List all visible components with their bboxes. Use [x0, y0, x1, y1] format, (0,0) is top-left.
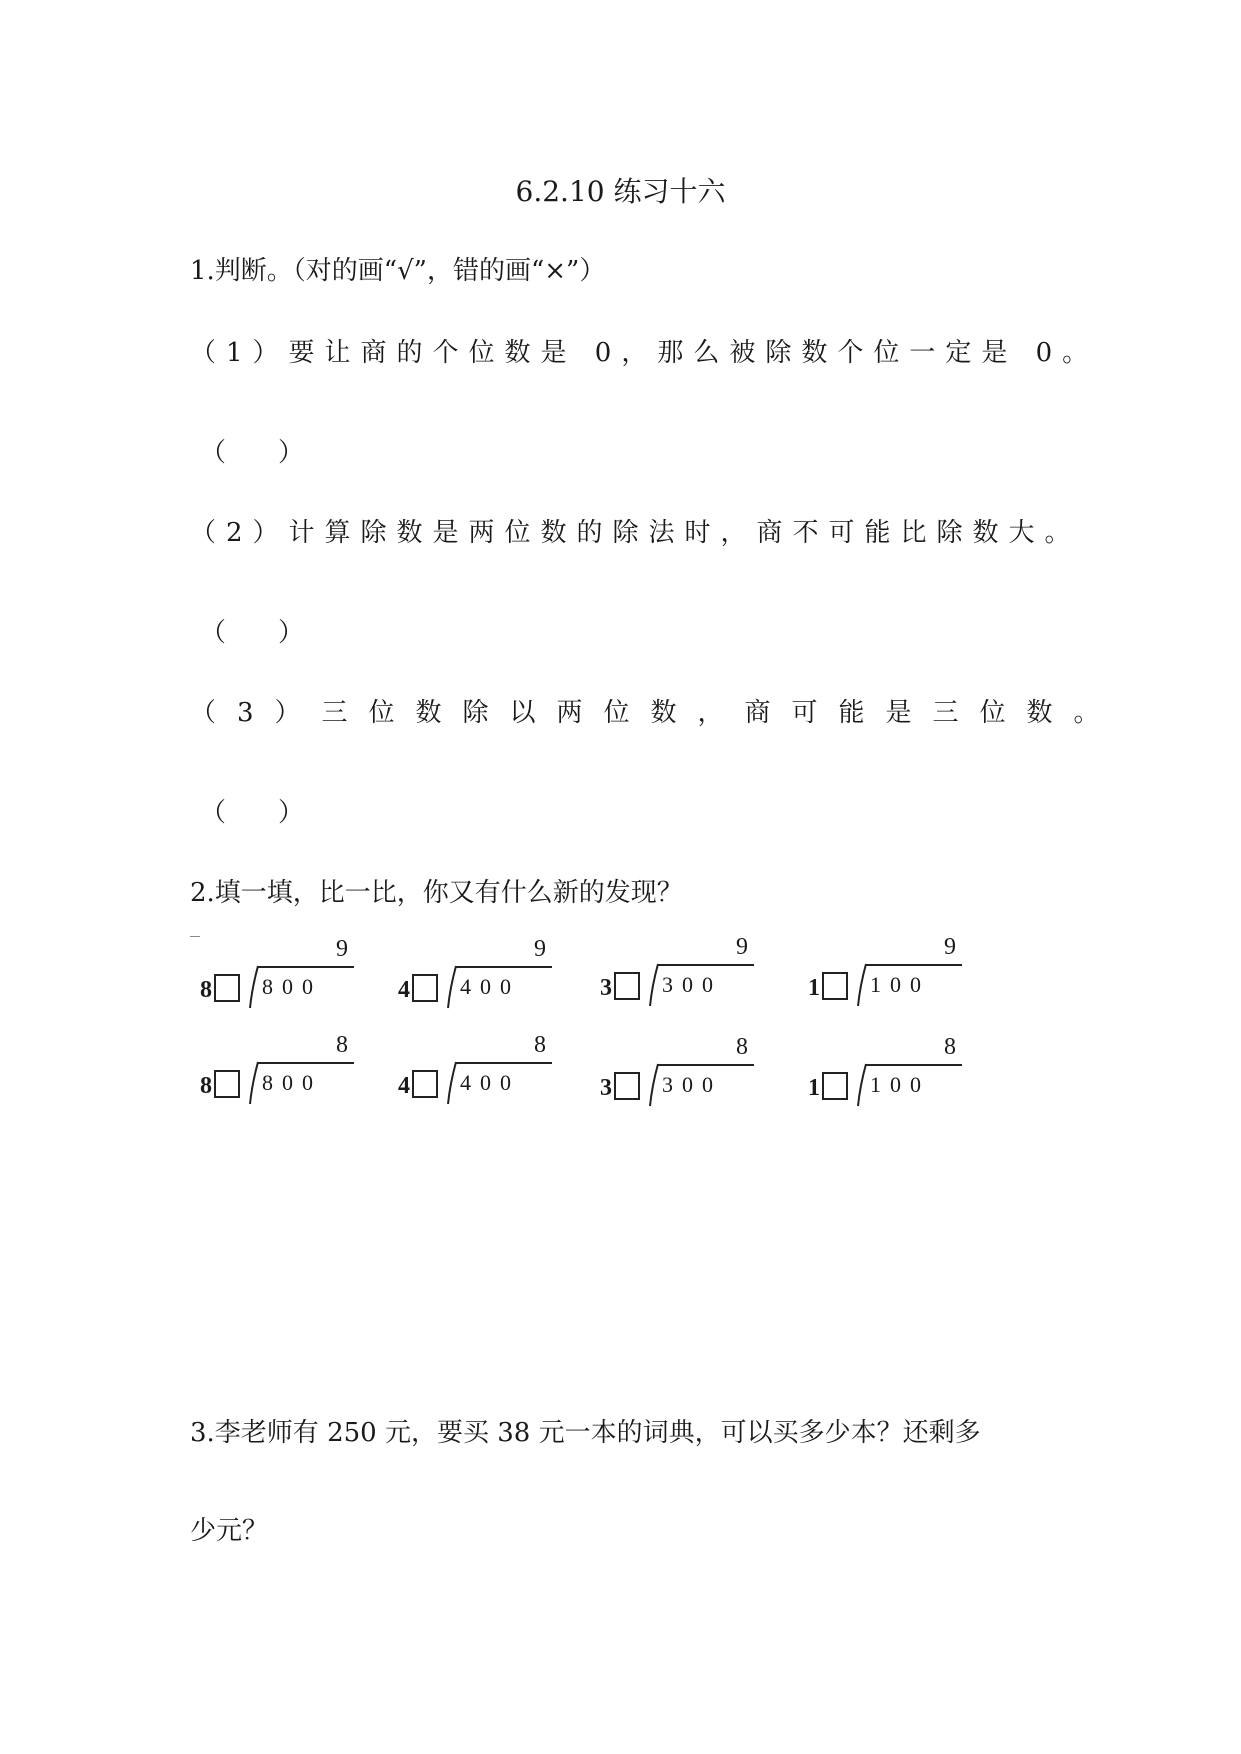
long-division-bracket	[856, 1062, 870, 1108]
digit-box[interactable]	[214, 974, 240, 1002]
digit-box[interactable]	[214, 1070, 240, 1098]
page-title: 6.2.10 练习十六	[515, 175, 726, 208]
division-bar	[865, 964, 962, 966]
digit-box[interactable]	[822, 972, 848, 1000]
q1-answer-blank-1[interactable]	[200, 432, 304, 469]
quotient: 8	[336, 1032, 348, 1058]
divisor: 4	[398, 974, 438, 1004]
long-division-bracket	[856, 962, 870, 1008]
divisor: 1	[808, 972, 848, 1002]
divider-mark	[190, 936, 200, 937]
dividend: 400	[460, 974, 520, 999]
digit-box[interactable]	[822, 1072, 848, 1100]
division-bar	[657, 964, 754, 966]
division-bar	[257, 1062, 354, 1064]
division-bar	[455, 966, 552, 968]
quotient: 9	[534, 936, 546, 962]
division-bar	[865, 1064, 962, 1066]
quotient: 8	[736, 1034, 748, 1060]
answer-blank-text: （ ）	[200, 438, 305, 468]
divisor: 3	[600, 972, 640, 1002]
long-division-bracket	[648, 962, 662, 1008]
division-grid	[200, 934, 980, 1124]
digit-box[interactable]	[614, 1072, 640, 1100]
dividend: 100	[870, 972, 930, 997]
q1-answer-blank-2[interactable]	[200, 612, 304, 649]
division-bar	[455, 1062, 552, 1064]
divisor: 1	[808, 1072, 848, 1102]
division-bar	[257, 966, 354, 968]
long-division-bracket	[446, 964, 460, 1010]
dividend: 800	[262, 974, 322, 999]
division-problem	[200, 936, 360, 1014]
q1-answer-blank-3[interactable]	[200, 792, 304, 829]
dividend: 300	[662, 972, 722, 997]
divisor: 4	[398, 1070, 438, 1100]
answer-blank-text: （ ）	[200, 618, 305, 648]
division-problem	[200, 1032, 360, 1110]
quotient: 9	[736, 934, 748, 960]
long-division-bracket	[446, 1060, 460, 1106]
divisor: 8	[200, 974, 240, 1004]
division-problem	[398, 1032, 558, 1110]
quotient: 9	[336, 936, 348, 962]
long-division-bracket	[248, 964, 262, 1010]
division-problem	[600, 934, 760, 1012]
quotient: 8	[534, 1032, 546, 1058]
digit-box[interactable]	[614, 972, 640, 1000]
division-problem	[600, 1034, 760, 1112]
q3-text-line-2: 少元？	[190, 1516, 269, 1546]
division-problem	[398, 936, 558, 1014]
division-bar	[657, 1064, 754, 1066]
q1-item-3: （3）三位数除以两位数，商可能是三位数。	[190, 698, 1121, 728]
answer-blank-text: （ ）	[200, 798, 305, 828]
long-division-bracket	[248, 1060, 262, 1106]
dividend: 300	[662, 1072, 722, 1097]
division-problem	[808, 1034, 968, 1112]
q1-item-1: （1）要让商的个位数是 0，那么被除数个位一定是 0。	[190, 338, 1099, 368]
q1-item-2: （2）计算除数是两位数的除法时，商不可能比除数大。	[190, 518, 1081, 548]
q3-text-line-1: 3.李老师有 250 元，要买 38 元一本的词典，可以买多少本？还剩多	[190, 1418, 981, 1448]
divisor: 8	[200, 1070, 240, 1100]
q2-heading: 2.填一填，比一比，你又有什么新的发现？	[190, 878, 683, 908]
quotient: 9	[944, 934, 956, 960]
divisor: 3	[600, 1072, 640, 1102]
quotient: 8	[944, 1034, 956, 1060]
digit-box[interactable]	[412, 1070, 438, 1098]
dividend: 100	[870, 1072, 930, 1097]
q1-heading: 1.判断。（对的画“√”，错的画“×”）	[190, 256, 606, 286]
digit-box[interactable]	[412, 974, 438, 1002]
division-problem	[808, 934, 968, 1012]
long-division-bracket	[648, 1062, 662, 1108]
dividend: 800	[262, 1070, 322, 1095]
dividend: 400	[460, 1070, 520, 1095]
